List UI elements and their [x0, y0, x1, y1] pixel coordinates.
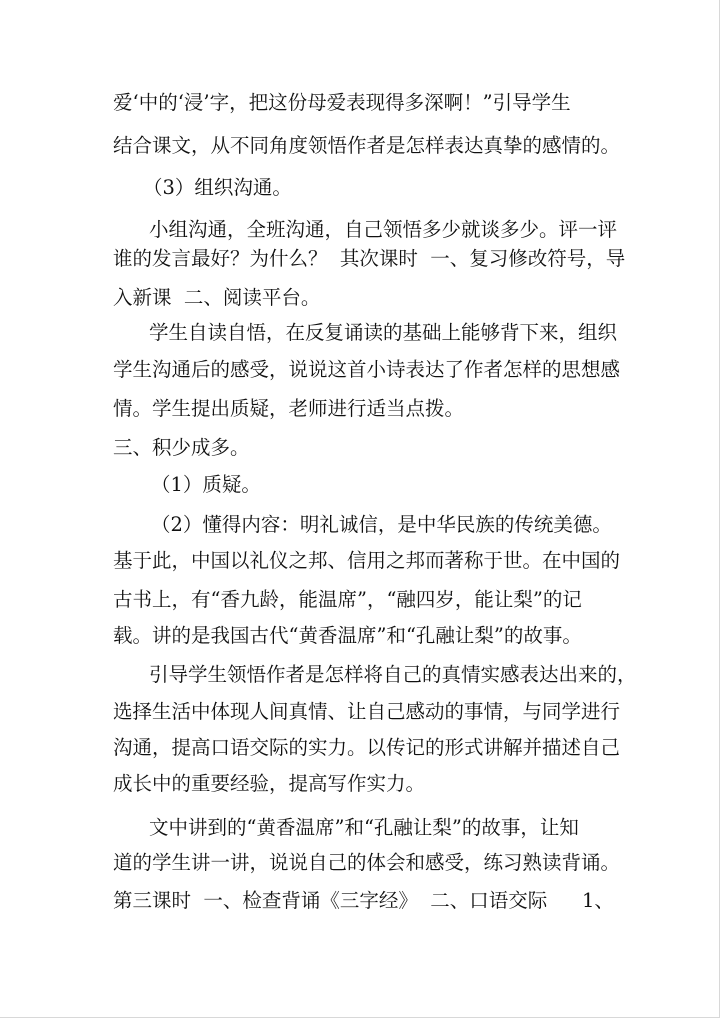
- text-line: [0, 813, 720, 843]
- line-text: 谁的发言最好？为什么？ 其次课时 一、复习修改符号，导: [113, 247, 626, 270]
- line-text: 第三课时 一、检查背诵《三字经》 二、口语交际: [113, 889, 548, 912]
- line-text: （2）懂得内容：明礼诚信，是中华民族的传统美德。: [151, 513, 612, 536]
- line-text: 学生沟通后的感受，说说这首小诗表达了作者怎样的思想感: [113, 358, 621, 381]
- text-line: [0, 660, 720, 690]
- line-text: 情。学生提出质疑，老师进行适当点拨。: [113, 397, 465, 420]
- text-line: [0, 585, 720, 615]
- line-text: 成长中的重要经验，提高写作实力。: [113, 772, 426, 795]
- text-line: [0, 697, 720, 727]
- text-line: [0, 244, 720, 274]
- line-text: 古书上，有“香九龄，能温席”，“融四岁，能让梨”的记: [113, 588, 582, 611]
- text-line: [0, 131, 720, 161]
- text-line: [0, 470, 720, 500]
- line-text: （3）组织沟通。: [143, 176, 292, 199]
- line-text: 沟通，提高口语交际的实力。以传记的形式讲解并描述自己: [113, 736, 621, 759]
- text-line: [0, 318, 720, 348]
- text-line: [0, 733, 720, 763]
- line-text-end: 1、: [582, 889, 614, 912]
- line-text: 选择生活中体现人间真情、让自己感动的事情，与同学进行: [113, 700, 621, 723]
- line-text: 学生自读自悟，在反复诵读的基础上能够背下来，组织: [149, 321, 618, 344]
- text-line: [0, 215, 720, 245]
- line-text: 基于此，中国以礼仪之邦、信用之邦而著称于世。在中国的: [113, 549, 621, 572]
- text-line: [0, 355, 720, 385]
- text-line: [0, 394, 720, 424]
- line-text: 道的学生讲一讲，说说自己的体会和感受，练习熟读背诵。: [113, 851, 621, 874]
- line-text: 三、积少成多。: [113, 436, 250, 459]
- text-line: [0, 173, 720, 203]
- line-text: 爱‘中的‘浸’字，把这份母爱表现得多深啊！”引导学生: [113, 91, 571, 114]
- text-line: [0, 621, 720, 651]
- line-text: 文中讲到的“黄香温席”和“孔融让梨”的故事，让知: [149, 816, 579, 839]
- text-line: [0, 510, 720, 540]
- line-text: （1）质疑。: [151, 473, 261, 496]
- text-line: [0, 769, 720, 799]
- line-text: 小组沟通，全班沟通，自己领悟多少就谈多少。评一评: [149, 218, 618, 241]
- text-line: [0, 886, 720, 916]
- line-text: 结合课文，从不同角度领悟作者是怎样表达真挚的感情的。: [113, 134, 621, 157]
- line-text: 引导学生领悟作者是怎样将自己的真情实感表达出来的，: [149, 663, 637, 686]
- line-text: 载。讲的是我国古代“黄香温席”和“孔融让梨”的故事。: [113, 624, 582, 647]
- text-line: [0, 546, 720, 576]
- text-line: [0, 88, 720, 118]
- text-line: [0, 848, 720, 878]
- line-text: 入新课 二、阅读平台。: [113, 286, 321, 309]
- text-line: [0, 283, 720, 313]
- text-line: [0, 433, 720, 463]
